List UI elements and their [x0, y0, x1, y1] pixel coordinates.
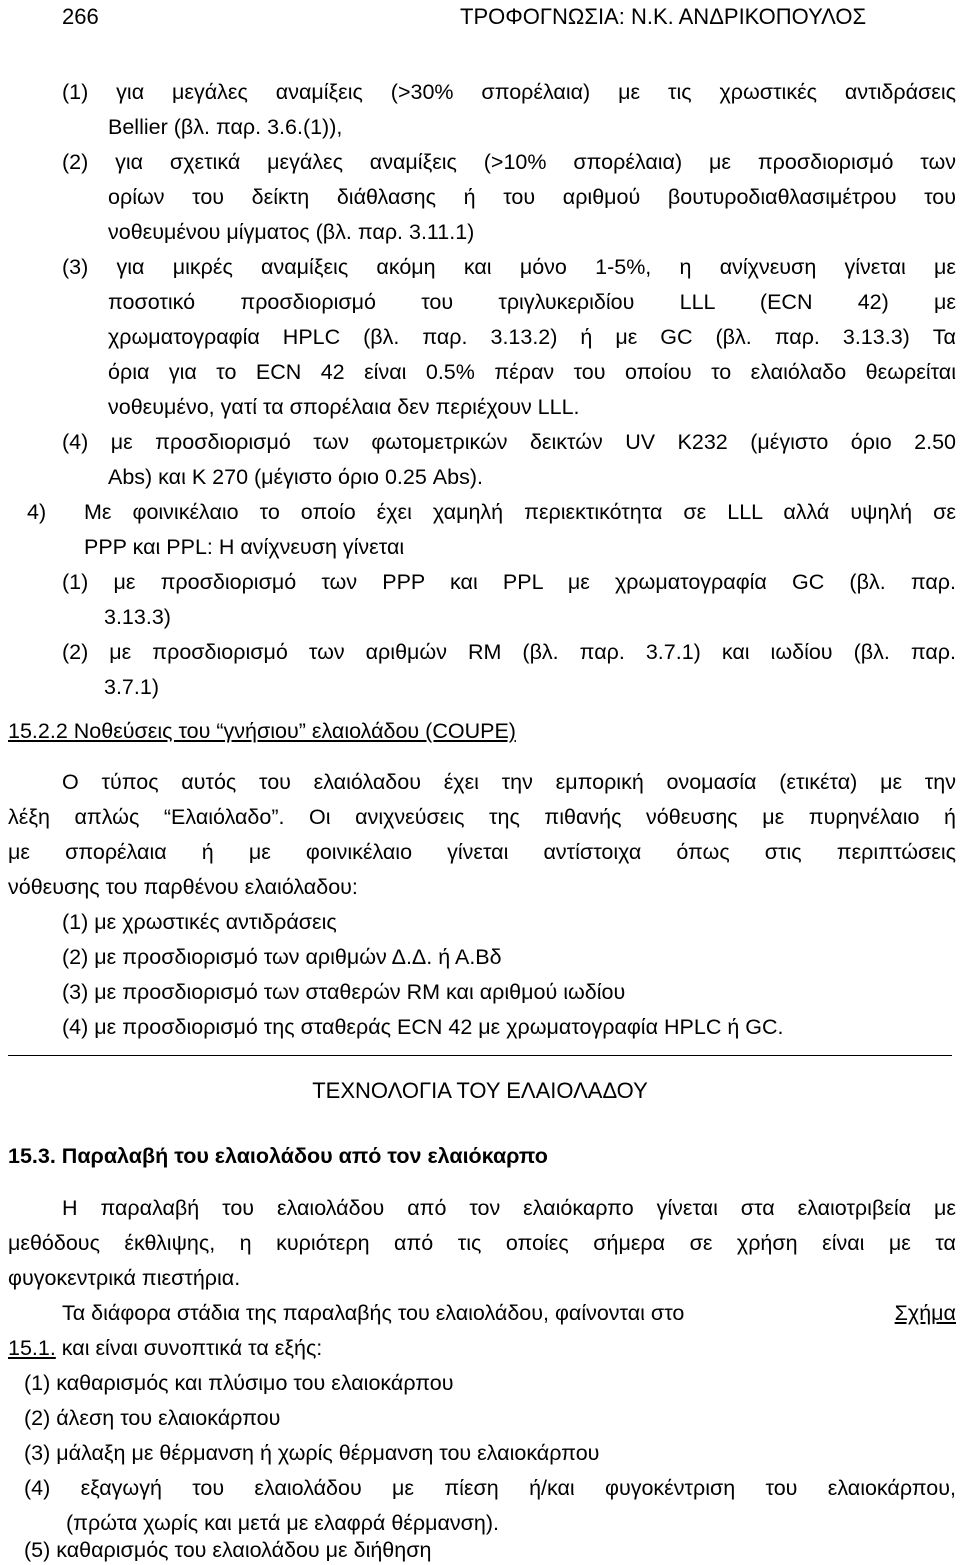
text-line: (1) για μεγάλες αναμίξεις (>30% σπορέλαια) με τις χρωστικές αντιδράσεις: [62, 80, 956, 104]
list-item: (1) καθαρισμός και πλύσιμο του ελαιοκάρπου: [24, 1371, 454, 1395]
section-heading: 15.2.2 Νοθεύσεις του “γνήσιου” ελαιολάδου (COUPE): [8, 719, 516, 743]
section-heading: 15.3. Παραλαβή του ελαιολάδου από τον ελαιόκαρπο: [8, 1144, 548, 1168]
chapter-title: ΤΕΧΝΟΛΟΓΙΑ ΤΟΥ ΕΛΑΙΟΛΑΔΟΥ: [312, 1078, 648, 1103]
list-item: (2) άλεση του ελαιοκάρπου: [24, 1406, 281, 1430]
text-line: PPP και PPL: Η ανίχνευση γίνεται: [84, 535, 405, 559]
text-line: Abs) και K 270 (μέγιστο όριο 0.25 Abs).: [108, 465, 483, 489]
item-number: 4): [27, 500, 47, 524]
list-item: (2) με προσδιορισμό των αριθμών Δ.Δ. ή Α.Βδ: [62, 945, 502, 969]
list-item: (5) καθαρισμός του ελαιολάδου με διήθηση: [24, 1538, 432, 1562]
paragraph-line: λέξη απλώς “Ελαιόλαδο”. Οι ανιχνεύσεις της πιθανής νόθευσης με πυρηνέλαιο ή: [8, 805, 956, 829]
text-line: ορίων του δείκτη διάθλασης ή του αριθμού βουτυροδιαθλασιμέτρου του: [108, 185, 956, 209]
text-line: Με φοινικέλαιο το οποίο έχει χαμηλή περιεκτικότητα σε LLL αλλά υψηλή σε: [84, 500, 956, 524]
paragraph-line: [62, 1303, 956, 1325]
paragraph-line: νόθευσης του παρθένου ελαιόλαδου:: [8, 875, 358, 899]
paragraph-text: Τα διάφορα στάδια της παραλαβής του ελαιολάδου, φαίνονται στο: [62, 1301, 685, 1325]
text-line: (3) για μικρές αναμίξεις ακόμη και μόνο 1-5%, η ανίχνευση γίνεται με: [62, 255, 956, 279]
paragraph-line: φυγοκεντρικά πιεστήρια.: [8, 1266, 241, 1290]
paragraph-line: Η παραλαβή του ελαιολάδου από τον ελαιόκαρπο γίνεται στα ελαιοτριβεία με: [62, 1196, 956, 1220]
list-item: (4) με προσδιορισμό της σταθεράς ECN 42 με χρωματογραφία HPLC ή GC.: [62, 1015, 784, 1039]
list-item: (1) με χρωστικές αντιδράσεις: [62, 910, 337, 934]
paragraph-text: και είναι συνοπτικά τα εξής:: [55, 1336, 323, 1360]
running-title: ΤΡΟΦΟΓΝΩΣΙΑ: Ν.Κ. ΑΝΔΡΙΚΟΠΟΥΛΟΣ: [460, 4, 867, 29]
text-line: ποσοτικό προσδιορισμό του τριγλυκεριδίου LLL (ECN 42) με: [108, 290, 956, 314]
page-number: 266: [62, 4, 99, 29]
text-line: (2) με προσδιορισμό των αριθμών RM (βλ. παρ. 3.7.1) και ιωδίου (βλ. παρ.: [62, 640, 956, 664]
chapter-divider: [8, 1055, 952, 1056]
figure-link[interactable]: Σχήμα: [894, 1301, 956, 1325]
list-item: (3) μάλαξη με θέρμανση ή χωρίς θέρμανση του ελαιοκάρπου: [24, 1441, 600, 1465]
text-line: 3.7.1): [104, 675, 159, 699]
list-item-continuation: (πρώτα χωρίς και μετά με ελαφρά θέρμανση).: [66, 1511, 500, 1535]
text-line: νοθευμένο, γατί τα σπορέλαια δεν περιέχουν LLL.: [108, 395, 580, 419]
paragraph-line: μεθόδους έκθλιψης, η κυριότερη από τις οποίες σήμερα σε χρήση είναι με τα: [8, 1231, 956, 1255]
text-line: (4) με προσδιορισμό των φωτομετρικών δεικτών UV K232 (μέγιστο όριο 2.50: [62, 430, 956, 454]
text-line: 3.13.3): [104, 605, 171, 629]
paragraph-line: με σπορέλαια ή με φοινικέλαιο γίνεται αντίστοιχα όπως στις περιπτώσεις: [8, 840, 956, 864]
text-line: (1) με προσδιορισμό των PPP και PPL με χρωματογραφία GC (βλ. παρ.: [62, 570, 956, 594]
list-item: (3) με προσδιορισμό των σταθερών RM και αριθμού ιωδίου: [62, 980, 626, 1004]
text-line: όρια για το ECN 42 είναι 0.5% πέραν του οποίου το ελαιόλαδο θεωρείται: [108, 360, 956, 384]
text-line: νοθευμένου μίγματος (βλ. παρ. 3.11.1): [108, 220, 475, 244]
list-item: (4) εξαγωγή του ελαιολάδου με πίεση ή/και φυγοκέντριση του ελαιοκάρπου,: [24, 1476, 956, 1500]
figure-link[interactable]: 15.1.: [8, 1336, 56, 1360]
text-line: χρωματογραφία HPLC (βλ. παρ. 3.13.2) ή με GC (βλ. παρ. 3.13.3) Τα: [108, 325, 956, 349]
paragraph-line: [8, 1338, 322, 1360]
paragraph-line: Ο τύπος αυτός του ελαιόλαδου έχει την εμπορική ονομασία (ετικέτα) με την: [62, 770, 956, 794]
text-line: (2) για σχετικά μεγάλες αναμίξεις (>10% σπορέλαια) με προσδιορισμό των: [62, 150, 956, 174]
text-line: Bellier (βλ. παρ. 3.6.(1)),: [108, 115, 343, 139]
